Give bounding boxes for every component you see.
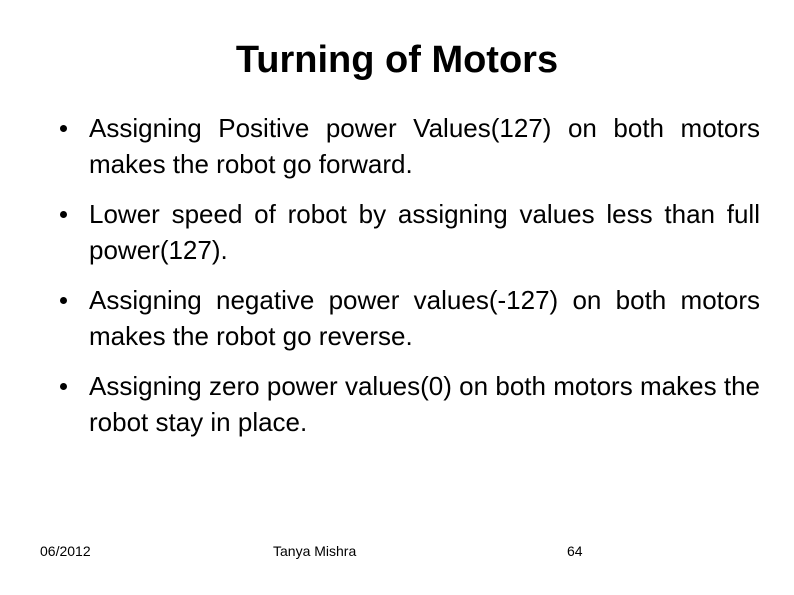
slide-title: Turning of Motors — [235, 39, 559, 81]
bullet-item — [58, 282, 760, 354]
bullet-item — [58, 110, 760, 182]
bullet-text: Assigning negative power values(-127) on both motors makes the robot go reverse. — [89, 285, 760, 351]
bullet-text: Assigning zero power values(0) on both motors makes the robot stay in place. — [89, 371, 760, 437]
bullet-item — [58, 196, 760, 268]
footer-page-number: 64 — [567, 543, 583, 559]
bullet-dot-icon — [60, 125, 67, 132]
footer-author: Tanya Mishra — [273, 543, 357, 559]
bullet-text: Lower speed of robot by assigning values less than full power(127). — [89, 199, 760, 265]
bullet-list — [58, 110, 760, 454]
footer-date: 06/2012 — [40, 543, 91, 559]
bullet-dot-icon — [60, 383, 67, 390]
bullet-dot-icon — [60, 211, 67, 218]
bullet-item — [58, 368, 760, 440]
bullet-dot-icon — [60, 297, 67, 304]
bullet-text: Assigning Positive power Values(127) on both motors makes the robot go forward. — [89, 113, 760, 179]
